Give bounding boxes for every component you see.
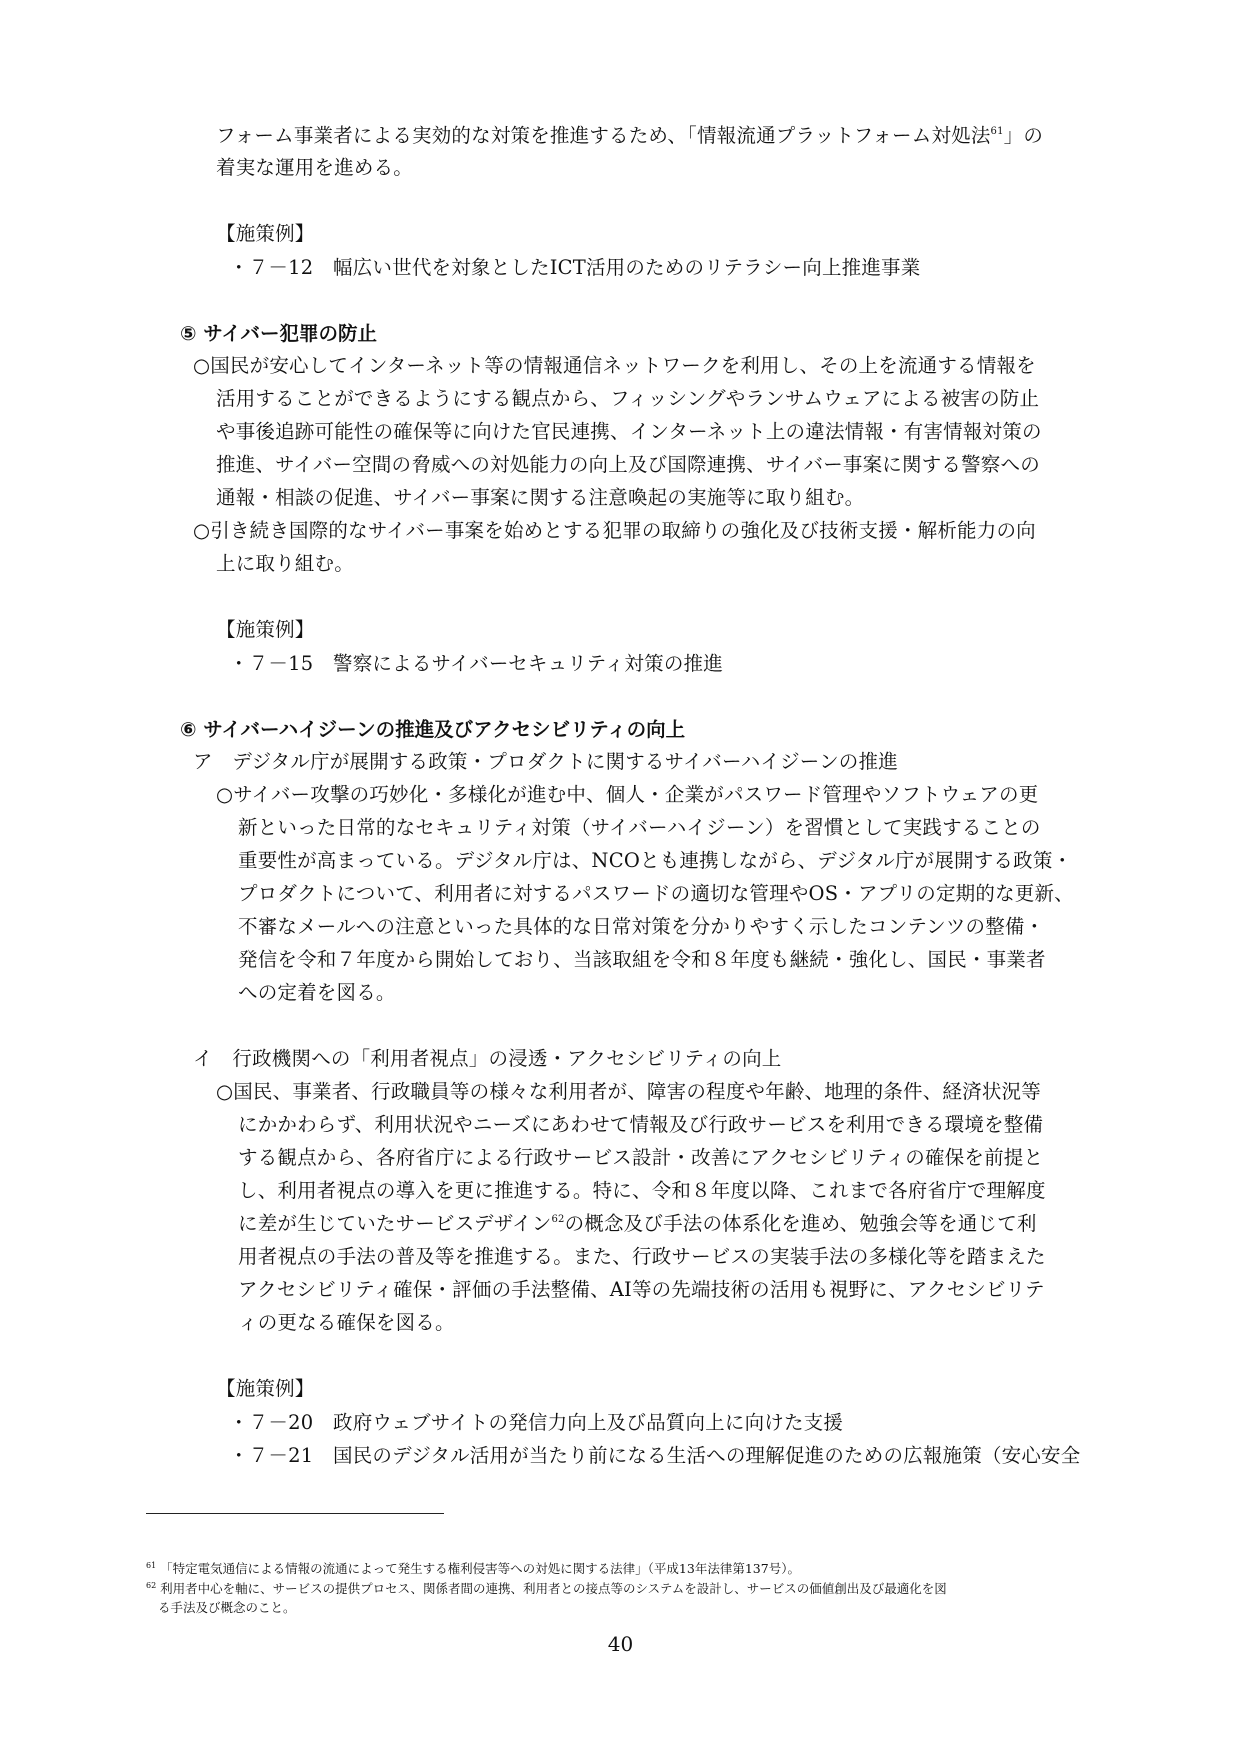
paragraph-line: にかかわらず、利用状況やニーズにあわせて情報及び行政サービスを利用できる環境を整備 — [238, 1113, 1044, 1136]
measures-heading: 【施策例】 — [216, 1377, 315, 1400]
paragraph-line: 発信を令和７年度から開始しており、当該取組を令和８年度も継続・強化し、国民・事業者 — [238, 948, 1046, 971]
paragraph-line: ィの更なる確保を図る。 — [238, 1311, 455, 1334]
paragraph-line: 活用することができるようにする観点から、フィッシングやランサムウェアによる被害の防止 — [216, 387, 1040, 410]
section-heading: ⑥ サイバーハイジーンの推進及びアクセシビリティの向上 — [180, 718, 686, 741]
paragraph-line: 用者視点の手法の普及等を推進する。また、行政サービスの実装手法の多様化等を踏まえた — [238, 1245, 1046, 1268]
measures-heading: 【施策例】 — [216, 618, 315, 641]
measure-item: ・７－15 警察によるサイバーセキュリティ対策の推進 — [229, 652, 723, 675]
measure-item: ・７－12 幅広い世代を対象としたICT活用のためのリテラシー向上推進事業 — [229, 256, 921, 279]
paragraph-line: 新といった日常的なセキュリティ対策（サイバーハイジーン）を習慣として実践することの — [238, 816, 1041, 839]
paragraph-line: や事後追跡可能性の確保等に向けた官民連携、インターネット上の違法情報・有害情報対策の — [216, 420, 1042, 443]
paragraph-line: 通報・相談の促進、サイバー事案に関する注意喚起の実施等に取り組む。 — [216, 486, 865, 509]
paragraph-line: 着実な運用を進める。 — [216, 156, 414, 179]
paragraph-line: フォーム事業者による実効的な対策を推進するため、「情報流通プラットフォーム対処法$^{61}$」の — [216, 124, 1044, 147]
footnote-divider — [146, 1513, 444, 1514]
paragraph-line: アクセシビリティ確保・評価の手法整備、AI等の先端技術の活用も視野に、アクセシビリテ — [238, 1278, 1045, 1301]
paragraph-line: に差が生じていたサービスデザイン$^{62}$の概念及び手法の体系化を進め、勉強会等を通じて利 — [238, 1212, 1037, 1235]
paragraph-line: への定着を図る。 — [238, 981, 396, 1004]
paragraph-line: プロダクトについて、利用者に対するパスワードの適切な管理やOS・アプリの定期的な更新、 — [238, 882, 1074, 905]
paragraph-line: ○国民、事業者、行政職員等の様々な利用者が、障害の程度や年齢、地理的条件、経済状況等 — [216, 1080, 1041, 1103]
measure-item: ・７－21 国民のデジタル活用が当たり前になる生活への理解促進のための広報施策（安心安全 — [229, 1444, 1081, 1467]
paragraph-line: し、利用者視点の導入を更に推進する。特に、令和８年度以降、これまで各府省庁で理解度 — [238, 1179, 1046, 1202]
measure-item: ・７－20 政府ウェブサイトの発信力向上及び品質向上に向けた支援 — [229, 1411, 844, 1434]
page-number: 40 — [607, 1632, 634, 1656]
paragraph-line: 不審なメールへの注意といった具体的な日常対策を分かりやすく示したコンテンツの整備・ — [238, 915, 1045, 938]
footnote-ref[interactable]: 62 — [551, 1214, 565, 1225]
footnote-62-continuation: る手法及び概念のこと。 — [158, 1600, 296, 1615]
subsection-title: ア デジタル庁が展開する政策・プロダクトに関するサイバーハイジーンの推進 — [193, 750, 898, 773]
footnote-62: $^{62}$ 利用者中心を軸に、サービスの提供プロセス、関係者間の連携、利用者との接点等のシステムを設計し、サービスの価値創出及び最適化を図 — [146, 1581, 947, 1596]
paragraph-line: 推進、サイバー空間の脅威への対処能力の向上及び国際連携、サイバー事案に関する警察への — [216, 453, 1040, 476]
paragraph-line: ○サイバー攻撃の巧妙化・多様化が進む中、個人・企業がパスワード管理やソフトウェアの更 — [216, 783, 1039, 806]
section-heading: ⑤ サイバー犯罪の防止 — [180, 322, 378, 345]
subsection-title: イ 行政機関への「利用者視点」の浸透・アクセシビリティの向上 — [193, 1047, 782, 1070]
paragraph-line: 上に取り組む。 — [216, 552, 354, 575]
footnote-61: $^{61}$ 「特定電気通信による情報の流通によって発生する権利侵害等への対処に関する法律」（平成13年法律第137号）。 — [146, 1561, 800, 1576]
paragraph-line: ○国民が安心してインターネット等の情報通信ネットワークを利用し、その上を流通する情報を — [193, 354, 1036, 377]
footnote-ref[interactable]: 61 — [990, 126, 1004, 137]
paragraph-line: する観点から、各府省庁による行政サービス設計・改善にアクセシビリティの確保を前提と — [238, 1146, 1044, 1169]
paragraph-line: 重要性が高まっている。デジタル庁は、NCOとも連携しながら、デジタル庁が展開する政策・ — [238, 849, 1073, 872]
paragraph-line: ○引き続き国際的なサイバー事案を始めとする犯罪の取締りの強化及び技術支援・解析能力の向 — [193, 519, 1036, 542]
measures-heading: 【施策例】 — [216, 222, 315, 245]
